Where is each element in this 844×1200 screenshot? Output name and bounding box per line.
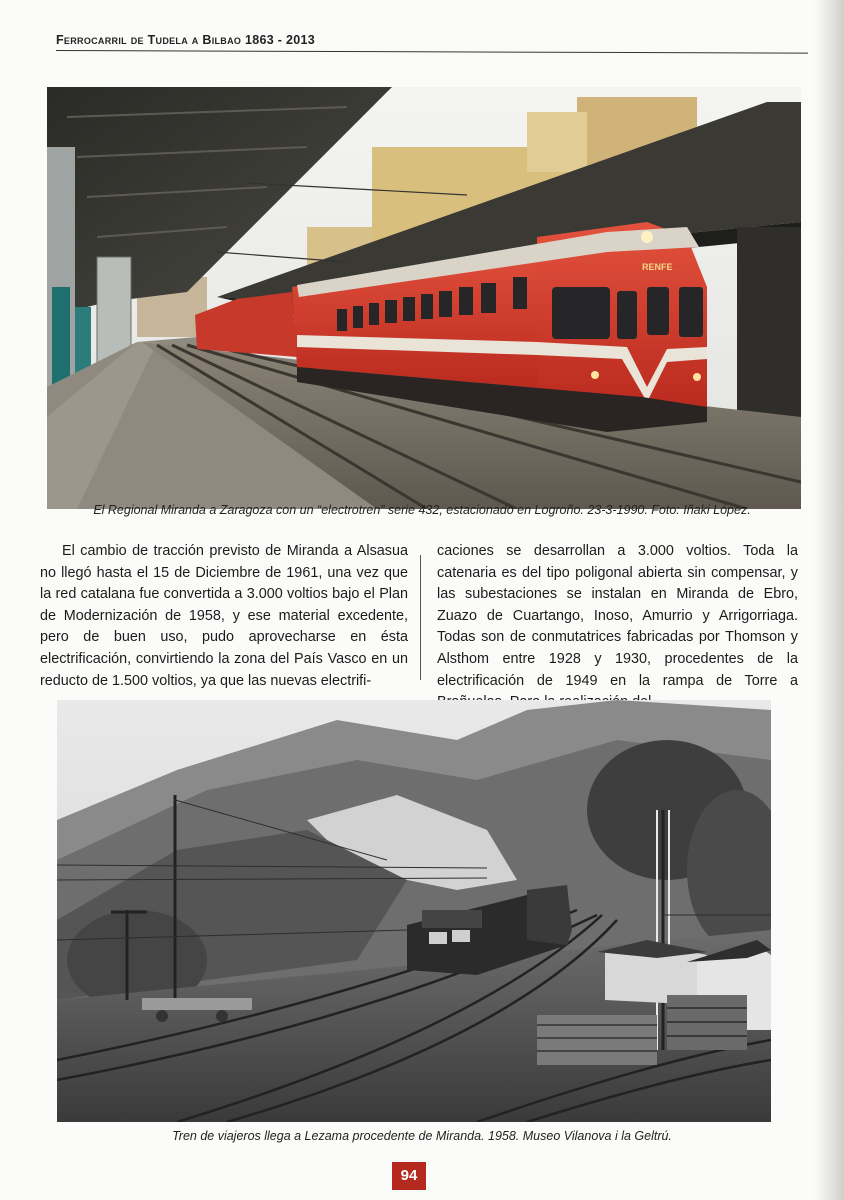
paragraph-electrification: caciones se desarrollan a 3.000 voltios. Toda la catenaria es del tipo poligonal abierta sin compensar, y las subestaciones se instalan en Miranda de Ebro, Zuazo de Cuartango, Inoso, Amurrio y Arrigorriaga. Todas son de conmutatrices fabricadas por Thomson y Alsthom entre 1928 y 1930, procedentes de la electrificación de 1949 en la rampa de Torre a [437,543,798,689]
running-header: Ferrocarril de Tudela a Bilbao 1863 - 2013 [56,33,315,47]
body-text-left-column [40,541,408,692]
body-text-right-column [437,541,798,714]
photo-caption-2: Tren de viajeros llega a Lezama procedente de Miranda. 1958. Museo Vilanova i la Geltrú. [172,1129,672,1143]
photo-electrotren-logrono [47,87,801,509]
paragraph-traction-change: El cambio de tracción previsto de Miranda a Alsasua no llegó hasta el 15 de Diciembre de 1961, una vez que la red catalana fue convertida a 3.000 voltios bajo el Plan de Modernización de 1958, y ese material excedente, pero de buen uso, pudo aprovecharse en ésta electrificación, convirtiendo la zona del País Vasco en un reducto de 1.500 voltios, ya que las nuevas electrifi- [40,543,408,689]
column-divider [420,555,421,680]
page-edge-shadow [814,0,844,1200]
photo-electrotren-illustration [47,87,801,509]
renfe-logo-text: RENFE [642,262,673,272]
photo-lezama-illustration [57,700,771,1122]
photo-caption-1: El Regional Miranda a Zaragoza con un “electrotren” serie 432, estacionado en Logroño. 23-3-1990. Foto: Iñaki López. [93,503,751,517]
header-rule [56,50,808,54]
photo-lezama-1958 [57,700,771,1122]
page-number: 94 [392,1162,426,1190]
